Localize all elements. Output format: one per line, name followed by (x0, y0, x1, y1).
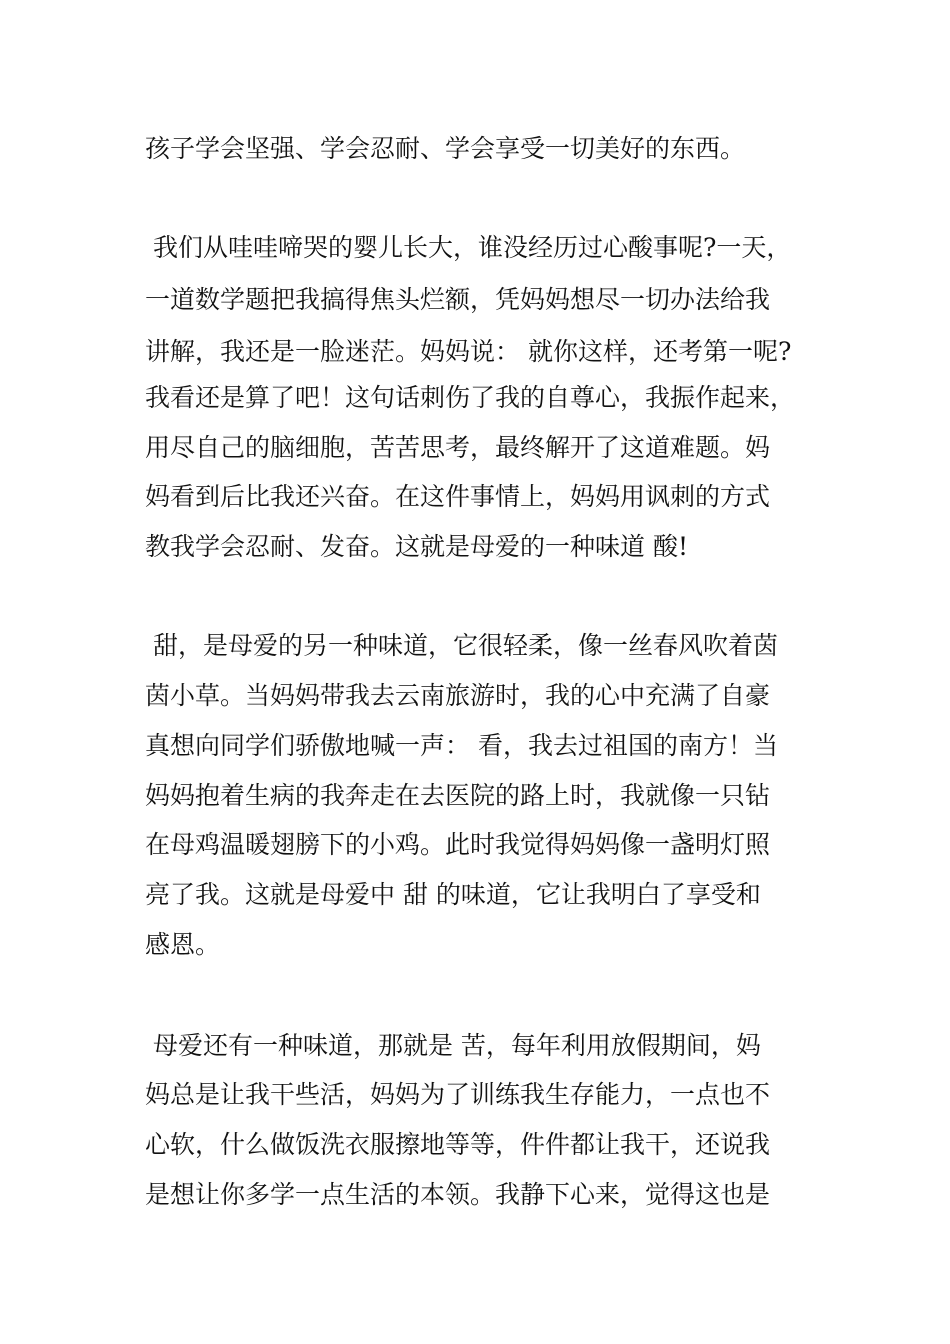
text-line-19: 是想让你多学一点生活的本领。我静下心来，觉得这也是 (145, 1180, 771, 1209)
text-line-6: 用尽自己的脑细胞，苦苦思考，最终解开了这道难题。妈 (145, 433, 771, 462)
text-line-12: 妈妈抱着生病的我奔走在去医院的路上时，我就像一只钻 (145, 781, 771, 810)
text-line-2: 我们从哇哇啼哭的婴儿长大，谁没经历过心酸事呢?一天， (145, 233, 792, 262)
text-line-17: 妈总是让我干些活，妈妈为了训练我生存能力，一点也不 (145, 1080, 771, 1109)
text-line-7: 妈看到后比我还兴奋。在这件事情上，妈妈用讽刺的方式 (145, 482, 771, 511)
text-line-11: 真想向同学们骄傲地喊一声： 看，我去过祖国的南方！当 (145, 731, 778, 760)
text-line-8: 教我学会忍耐、发奋。这就是母爱的一种味道 酸! (145, 532, 688, 561)
text-line-18: 心软，什么做饭洗衣服擦地等等，件件都让我干，还说我 (145, 1130, 771, 1159)
text-line-16: 母爱还有一种味道，那就是 苦，每年利用放假期间，妈 (145, 1031, 761, 1060)
text-line-1: 孩子学会坚强、学会忍耐、学会享受一切美好的东西。 (145, 134, 746, 163)
text-line-5: 我看还是算了吧！这句话刺伤了我的自尊心，我振作起来， (145, 383, 796, 412)
text-line-14: 亮了我。这就是母爱中 甜 的味道，它让我明白了享受和 (145, 880, 761, 909)
text-line-3: 一道数学题把我搞得焦头烂额，凭妈妈想尽一切办法给我 (145, 285, 771, 314)
text-line-10: 茵小草。当妈妈带我去云南旅游时，我的心中充满了自豪 (145, 681, 771, 710)
text-line-4: 讲解，我还是一脸迷茫。妈妈说： 就你这样，还考第一呢? (145, 337, 792, 366)
text-line-9: 甜，是母爱的另一种味道，它很轻柔，像一丝春风吹着茵 (145, 631, 778, 660)
text-line-15: 感恩。 (145, 930, 221, 959)
text-line-13: 在母鸡温暖翅膀下的小鸡。此时我觉得妈妈像一盏明灯照 (145, 830, 771, 859)
